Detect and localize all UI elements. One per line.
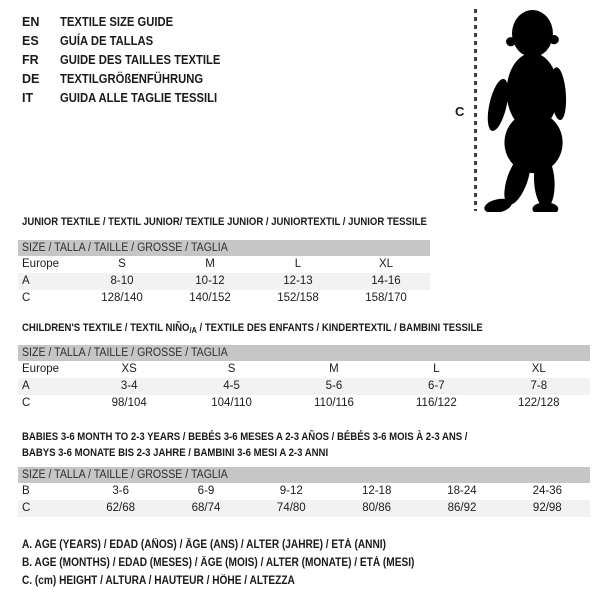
cell: 158/170 — [365, 292, 407, 304]
row-label: C — [18, 500, 78, 517]
cell: 152/158 — [277, 292, 319, 304]
cell: 14-16 — [342, 273, 430, 290]
row-label: A — [18, 378, 78, 395]
height-measure-label: C — [455, 104, 465, 119]
language-title: TEXTILGRÖßENFÜHRUNG — [60, 72, 204, 86]
cell: XL — [531, 363, 546, 375]
table-header-row — [18, 345, 590, 361]
size-header-text: SIZE / TALLA / TAILLE / GRÖSSE / TAGLIA — [22, 469, 228, 481]
footnote-block — [22, 536, 468, 590]
cell: 86/92 — [419, 500, 504, 517]
language-row-it — [22, 89, 238, 108]
table-row-europe — [18, 361, 590, 378]
footnote-b: B. AGE (MONTHS) / EDAD (MESES) / ÂGE (MOIS) / ALTER (MONATE) / ETÀ (MESI) — [22, 557, 415, 569]
cell: 68/74 — [163, 500, 248, 517]
row-label: Europe — [22, 363, 60, 375]
table-row-height — [18, 395, 590, 412]
row-label: Europe — [22, 258, 60, 270]
cell: 104/110 — [211, 397, 252, 409]
cell: 7-8 — [488, 378, 590, 395]
cell: S — [227, 363, 236, 375]
cell: 62/68 — [78, 500, 163, 517]
cell: 4-5 — [180, 378, 282, 395]
cell: 122/128 — [517, 397, 560, 409]
cell: M — [329, 363, 339, 375]
footnote-a: A. AGE (YEARS) / EDAD (AÑOS) / ÂGE (ANS) / ALTER (JAHRE) / ETÀ (ANNI) — [22, 539, 386, 551]
cell: 140/152 — [189, 292, 231, 304]
cell: 12-18 — [361, 485, 392, 497]
language-title: GUIDA ALLE TAGLIE TESSILI — [60, 91, 218, 105]
cell: 12-13 — [254, 273, 342, 290]
footnote-c: C. (cm) HEIGHT / ALTURA / HAUTEUR / HÖHE / ALTEZZA — [22, 575, 295, 587]
cell: 3-4 — [78, 378, 180, 395]
cell: 24-36 — [532, 485, 563, 497]
cell: 110/116 — [314, 397, 354, 409]
cell: 9-12 — [279, 485, 303, 497]
language-code: IT — [22, 91, 34, 105]
section-title-children — [22, 320, 483, 338]
row-label: C — [22, 292, 31, 304]
cell: M — [205, 258, 215, 270]
cell: 18-24 — [447, 485, 477, 497]
language-code: EN — [22, 15, 40, 29]
language-row-en — [22, 13, 238, 32]
size-header-cell — [18, 345, 590, 361]
cell: XS — [121, 363, 137, 375]
language-title: GUÍA DE TALLAS — [60, 34, 154, 48]
title-part: CHILDREN'S TEXTILE / TEXTIL NIÑO — [22, 322, 190, 334]
row-label: C — [22, 397, 31, 409]
table-row-age — [18, 273, 430, 290]
cell: 10-12 — [166, 273, 254, 290]
language-row-de — [22, 70, 238, 89]
cell: 98/104 — [111, 397, 147, 409]
cell: 128/140 — [101, 292, 143, 304]
cell: 92/98 — [505, 500, 590, 517]
table-row-age — [18, 378, 590, 395]
cell: 80/86 — [334, 500, 419, 517]
table-row-months — [18, 483, 590, 500]
section-title-junior: JUNIOR TEXTILE / TEXTIL JUNIOR/ TEXTILE JUNIOR / JUNIORTEXTIL / JUNIOR TESSILE — [22, 216, 427, 228]
table-header-row — [18, 467, 590, 483]
cell: XL — [378, 258, 394, 270]
size-header-cell — [18, 467, 590, 483]
size-header-text: SIZE / TALLA / TAILLE / GRÖSSE / TAGLIA — [22, 242, 228, 254]
size-header-text: SIZE / TALLA / TAILLE / GRÖSSE / TAGLIA — [22, 347, 228, 359]
row-label: A — [18, 273, 78, 290]
language-code: FR — [22, 53, 39, 67]
size-header-cell — [18, 240, 430, 256]
title-line-1: BABIES 3-6 MONTH TO 2-3 YEARS / BEBÉS 3-6 MESES A 2-3 AÑOS / BÉBÉS 3-6 MOIS À 2-3 ANS / — [22, 431, 468, 443]
row-label: B — [22, 485, 30, 497]
children-size-table — [18, 345, 590, 412]
language-code: ES — [22, 34, 39, 48]
height-dashed-line — [474, 9, 477, 211]
language-code: DE — [22, 72, 40, 86]
cell: L — [294, 258, 302, 270]
baby-silhouette-icon — [484, 8, 568, 212]
table-row-height — [18, 500, 590, 517]
language-row-fr — [22, 51, 238, 70]
language-title: GUIDE DES TAILLES TEXTILE — [60, 53, 221, 67]
cell: 74/80 — [249, 500, 334, 517]
cell: L — [433, 363, 440, 375]
cell: 116/122 — [416, 397, 457, 409]
cell: 5-6 — [283, 378, 385, 395]
table-row-europe — [18, 256, 430, 273]
table-header-row — [18, 240, 430, 256]
cell: 3-6 — [112, 485, 129, 497]
language-title-block — [22, 13, 238, 108]
language-row-es — [22, 32, 238, 51]
title-subscript: /A — [189, 325, 197, 335]
language-title: TEXTILE SIZE GUIDE — [60, 15, 174, 29]
title-part: / TEXTILE DES ENFANTS / KINDERTEXTIL / BAMBINI TESSILE — [196, 322, 483, 334]
cell: 8-10 — [78, 273, 166, 290]
junior-size-table — [18, 240, 430, 307]
cell: S — [118, 258, 126, 270]
cell: 6-9 — [197, 485, 215, 497]
table-row-height — [18, 290, 430, 307]
babies-size-table — [18, 467, 590, 517]
cell: 6-7 — [385, 378, 487, 395]
title-line-2: BABYS 3-6 MONATE BIS 2-3 JAHRE / BAMBINI 3-6 MESI A 2-3 ANNI — [22, 447, 329, 459]
section-title-babies — [22, 429, 467, 461]
